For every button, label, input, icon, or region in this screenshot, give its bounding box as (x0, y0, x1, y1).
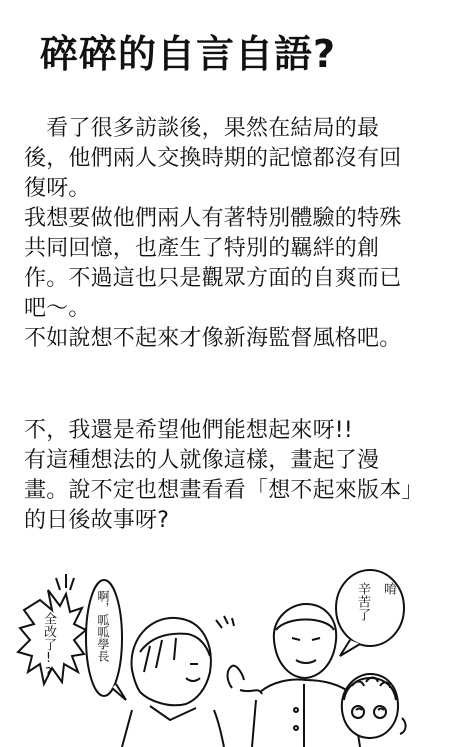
paragraph-4: 不，我還是希望他們能想起來呀!! (24, 418, 353, 443)
small-girl-character (342, 674, 406, 738)
middle-bubble-text: 啊，呱呱學長 (96, 590, 110, 662)
right-bubble-text-1: 辛苦了 (355, 582, 370, 621)
paragraph-1: 看了很多訪談後，果然在結局的最後，他們兩人交換時期的記憶都沒有回復呀。 (24, 116, 402, 201)
effort-marks (216, 616, 234, 628)
paragraph-2: 我想要做他們兩人有著特別體驗的特殊共同回憶，也產生了特別的羈絆的創作。不過這也只是觀眾方面的自爽而已吧～。 (24, 206, 402, 321)
right-bubble-text-2: 唷 (381, 582, 396, 595)
emphasis-marks (56, 574, 74, 590)
comic-illustration (0, 560, 450, 747)
paragraph-5: 有這種想法的人就像這樣，畫起了漫畫。說不定也想畫看看「想不起來版本」的日後故事呀? (24, 448, 413, 533)
girl-character (122, 618, 224, 747)
page-title: 碎碎的自言自語? (40, 32, 337, 76)
paragraph-3: 不如說想不起來才像新海監督風格吧。 (24, 326, 402, 351)
monologue-text (24, 114, 422, 536)
paragraph-gap (24, 354, 422, 416)
jagged-bubble-text: 全改了!? (41, 612, 56, 681)
